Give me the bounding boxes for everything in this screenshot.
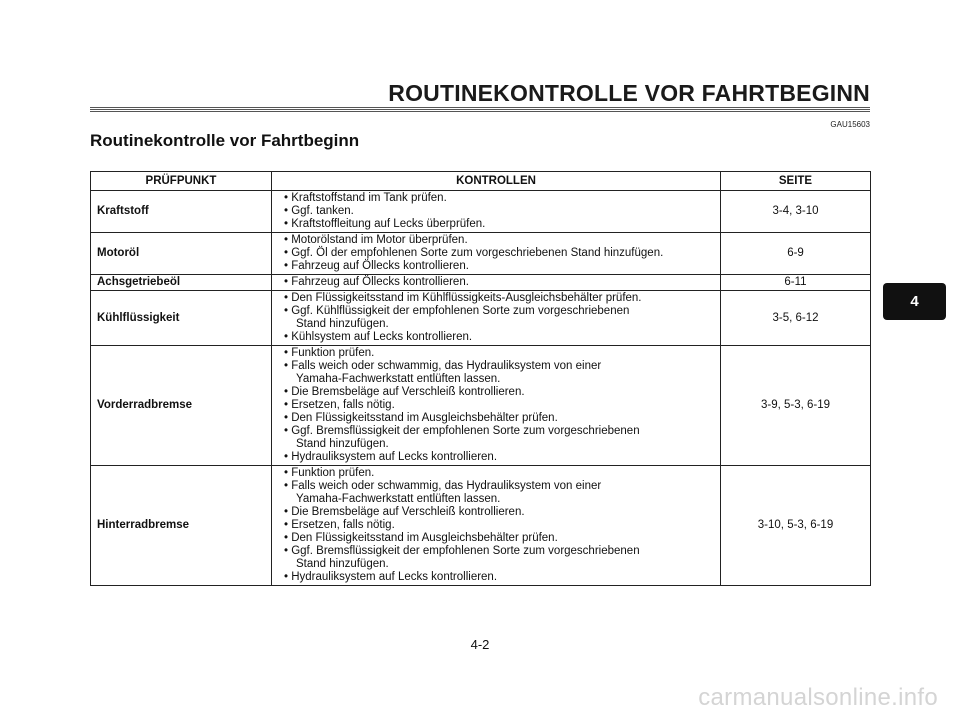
check-line: • Die Bremsbeläge auf Verschleiß kontrollieren. — [284, 506, 525, 518]
table-row — [91, 291, 871, 346]
check-line: • Kraftstoffleitung auf Lecks überprüfen. — [284, 218, 486, 230]
page-header-title: ROUTINEKONTROLLE VOR FAHRTBEGINN — [388, 80, 870, 106]
check-line: • Ggf. Bremsflüssigkeit der empfohlenen Sorte zum vorgeschriebenen — [284, 425, 640, 437]
check-line: • Funktion prüfen. — [284, 467, 375, 479]
header-rule — [90, 107, 870, 112]
table-row — [91, 346, 871, 466]
row-page-cell: 3-9, 5-3, 6-19 — [721, 346, 871, 466]
check-line: • Ggf. tanken. — [284, 205, 354, 217]
check-line: • Fahrzeug auf Öllecks kontrollieren. — [284, 260, 469, 272]
table-header-row — [91, 172, 871, 191]
check-line: • Ersetzen, falls nötig. — [284, 399, 395, 411]
check-line: • Hydrauliksystem auf Lecks kontrollieren. — [284, 451, 498, 463]
column-header-page: SEITE — [721, 172, 871, 191]
check-line: • Ggf. Kühlflüssigkeit der empfohlenen Sorte zum vorgeschriebenen — [284, 305, 630, 317]
row-item-cell: Achsgetriebeöl — [91, 275, 272, 291]
row-page-cell: 3-10, 5-3, 6-19 — [721, 466, 871, 586]
row-checks-cell — [272, 291, 721, 346]
check-line: • Ggf. Öl der empfohlenen Sorte zum vorgeschriebenen Stand hinzufügen. — [284, 247, 664, 259]
page-number: 4-2 — [470, 637, 490, 652]
check-line: Stand hinzufügen. — [296, 438, 389, 450]
check-line: • Hydrauliksystem auf Lecks kontrollieren. — [284, 571, 498, 583]
chapter-tab: 4 — [883, 283, 946, 320]
table-row — [91, 233, 871, 275]
row-checks-cell — [272, 275, 721, 291]
check-line: • Kraftstoffstand im Tank prüfen. — [284, 192, 447, 204]
inspection-table — [90, 171, 871, 586]
check-line: • Kühlsystem auf Lecks kontrollieren. — [284, 331, 473, 343]
row-page-cell: 3-4, 3-10 — [721, 191, 871, 233]
row-item-cell: Kraftstoff — [91, 191, 272, 233]
check-line: • Funktion prüfen. — [284, 347, 375, 359]
check-line: • Falls weich oder schwammig, das Hydrauliksystem von einer — [284, 360, 602, 372]
row-item-cell: Vorderradbremse — [91, 346, 272, 466]
check-line: • Falls weich oder schwammig, das Hydrauliksystem von einer — [284, 480, 602, 492]
check-line: • Die Bremsbeläge auf Verschleiß kontrollieren. — [284, 386, 525, 398]
row-page-cell: 6-11 — [721, 275, 871, 291]
row-checks-cell — [272, 191, 721, 233]
section-title: Routinekontrolle vor Fahrtbeginn — [90, 131, 360, 150]
section-code: GAU15603 — [830, 120, 870, 129]
table-row — [91, 466, 871, 586]
row-checks-cell — [272, 346, 721, 466]
table-row — [91, 275, 871, 291]
check-line: • Den Flüssigkeitsstand im Ausgleichsbehälter prüfen. — [284, 412, 558, 424]
watermark: carmanualsonline.info — [698, 684, 938, 711]
check-line: • Den Flüssigkeitsstand im Kühlflüssigkeits-Ausgleichsbehälter prüfen. — [284, 292, 642, 304]
check-line: • Ggf. Bremsflüssigkeit der empfohlenen Sorte zum vorgeschriebenen — [284, 545, 640, 557]
check-line: • Fahrzeug auf Öllecks kontrollieren. — [284, 276, 469, 288]
row-checks-cell — [272, 466, 721, 586]
column-header-checks: KONTROLLEN — [272, 172, 721, 191]
row-page-cell: 3-5, 6-12 — [721, 291, 871, 346]
row-checks-cell — [272, 233, 721, 275]
check-line: • Motorölstand im Motor überprüfen. — [284, 234, 468, 246]
check-line: Yamaha-Fachwerkstatt entlüften lassen. — [296, 373, 501, 385]
check-line: Yamaha-Fachwerkstatt entlüften lassen. — [296, 493, 501, 505]
table-row — [91, 191, 871, 233]
column-header-item: PRÜFPUNKT — [91, 172, 272, 191]
check-line: Stand hinzufügen. — [296, 318, 389, 330]
row-page-cell: 6-9 — [721, 233, 871, 275]
check-line: Stand hinzufügen. — [296, 558, 389, 570]
check-line: • Den Flüssigkeitsstand im Ausgleichsbehälter prüfen. — [284, 532, 558, 544]
row-item-cell: Motoröl — [91, 233, 272, 275]
row-item-cell: Hinterradbremse — [91, 466, 272, 586]
row-item-cell: Kühlflüssigkeit — [91, 291, 272, 346]
check-line: • Ersetzen, falls nötig. — [284, 519, 395, 531]
table-body — [91, 191, 871, 586]
